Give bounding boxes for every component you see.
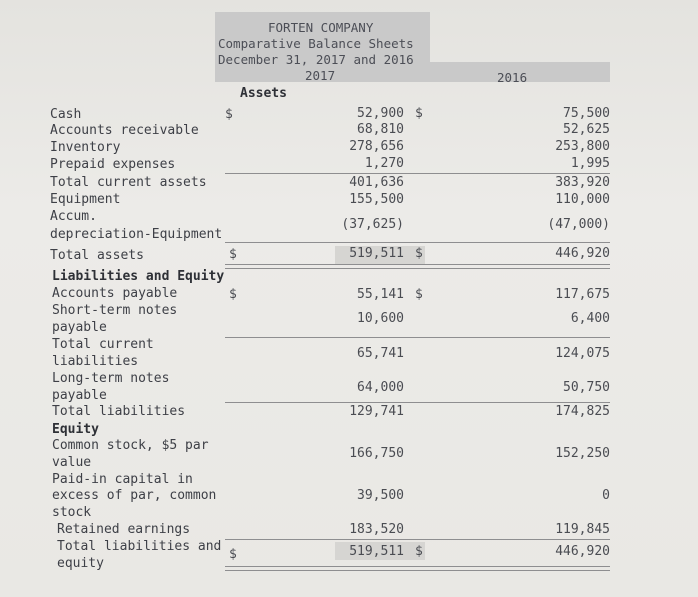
label-accounts-receivable: Accounts receivable [50,123,199,138]
statement-title: Comparative Balance Sheets [218,36,414,51]
label-accounts-payable: Accounts payable [52,286,178,301]
value-2016: 124,075 [555,346,610,361]
label-accum-depreciation: depreciation-Equipment [50,227,223,242]
label-equipment: Equipment [50,192,121,207]
currency-symbol: $ [229,547,237,562]
value-2016: 152,250 [555,446,610,461]
label-common-stock-2: value [52,455,92,470]
total-double-rule [225,264,610,269]
value-2017: 55,141 [357,287,404,302]
value-2017: 1,270 [364,156,404,171]
label-long-term-notes-2: payable [52,388,107,403]
value-2017: 401,636 [349,175,404,190]
value-2016: (47,000) [547,217,610,232]
year-2017-header: 2017 [305,68,336,83]
label-long-term-notes: Long-term notes [52,371,170,386]
label-total-liabilities-and-equity: Total liabilities and [57,539,222,554]
accum-rule [225,242,610,243]
label-total-current-liabilities: Total current [52,337,154,352]
label-accum: Accum. [50,209,97,224]
currency-symbol: $ [415,246,423,261]
value-2016: 383,920 [555,175,610,190]
label-common-stock: Common stock, $5 par [52,438,209,453]
year-2016-header: 2016 [497,70,528,85]
total-double-rule [225,566,610,571]
value-2017: 166,750 [349,446,404,461]
currency-symbol: $ [225,107,233,122]
value-2016: 446,920 [555,544,610,559]
label-total-liabilities-and-equity-2: equity [57,556,104,571]
currency-symbol: $ [229,287,237,302]
value-2016: 75,500 [563,106,610,121]
value-2017: 278,656 [349,139,404,154]
label-total-liabilities: Total liabilities [52,404,186,419]
label-paid-in-capital: Paid-in capital in [52,472,193,487]
value-2017: 519,511 [349,246,404,261]
assets-heading: Assets [240,86,287,101]
equity-heading: Equity [52,422,99,437]
value-2016: 119,845 [555,522,610,537]
value-2017: 10,600 [357,311,404,326]
value-2016: 0 [602,488,610,503]
value-2017: (37,625) [341,217,404,232]
company-name: FORTEN COMPANY [268,20,374,35]
value-2016: 446,920 [555,246,610,261]
value-2017: 183,520 [349,522,404,537]
label-total-current-liabilities-2: liabilities [52,354,139,369]
value-2017: 64,000 [357,380,404,395]
currency-symbol: $ [415,287,423,302]
value-2016: 253,800 [555,139,610,154]
value-2016: 50,750 [563,380,610,395]
value-2016: 117,675 [555,287,610,302]
label-total-current-assets: Total current assets [50,175,207,190]
value-2016: 110,000 [555,192,610,207]
value-2017: 68,810 [357,122,404,137]
label-short-term-notes: Short-term notes [52,303,178,318]
value-2017: 39,500 [357,488,404,503]
value-2017: 129,741 [349,404,404,419]
subtotal-rule [225,539,610,540]
value-2016: 52,625 [563,122,610,137]
currency-symbol: $ [229,247,237,262]
label-inventory: Inventory [50,140,121,155]
label-cash: Cash [50,107,82,122]
value-2017: 519,511 [349,544,404,559]
value-2017: 52,900 [357,106,404,121]
liabilities-heading: Liabilities and Equity [52,269,225,284]
label-prepaid-expenses: Prepaid expenses [50,157,176,172]
subtotal-rule [225,402,610,403]
label-retained-earnings: Retained earnings [57,522,191,537]
label-short-term-notes-2: payable [52,320,107,335]
statement-date: December 31, 2017 and 2016 [218,52,414,67]
value-2017: 65,741 [357,346,404,361]
subtotal-rule [225,173,610,174]
label-paid-in-capital-2: excess of par, common [52,488,217,503]
currency-symbol: $ [415,544,423,559]
value-2016: 6,400 [570,311,610,326]
label-paid-in-capital-3: stock [52,505,92,520]
value-2017: 155,500 [349,192,404,207]
value-2016: 174,825 [555,404,610,419]
value-2016: 1,995 [570,156,610,171]
subtotal-rule [225,337,610,338]
label-total-assets: Total assets [50,248,144,263]
currency-symbol: $ [415,106,423,121]
